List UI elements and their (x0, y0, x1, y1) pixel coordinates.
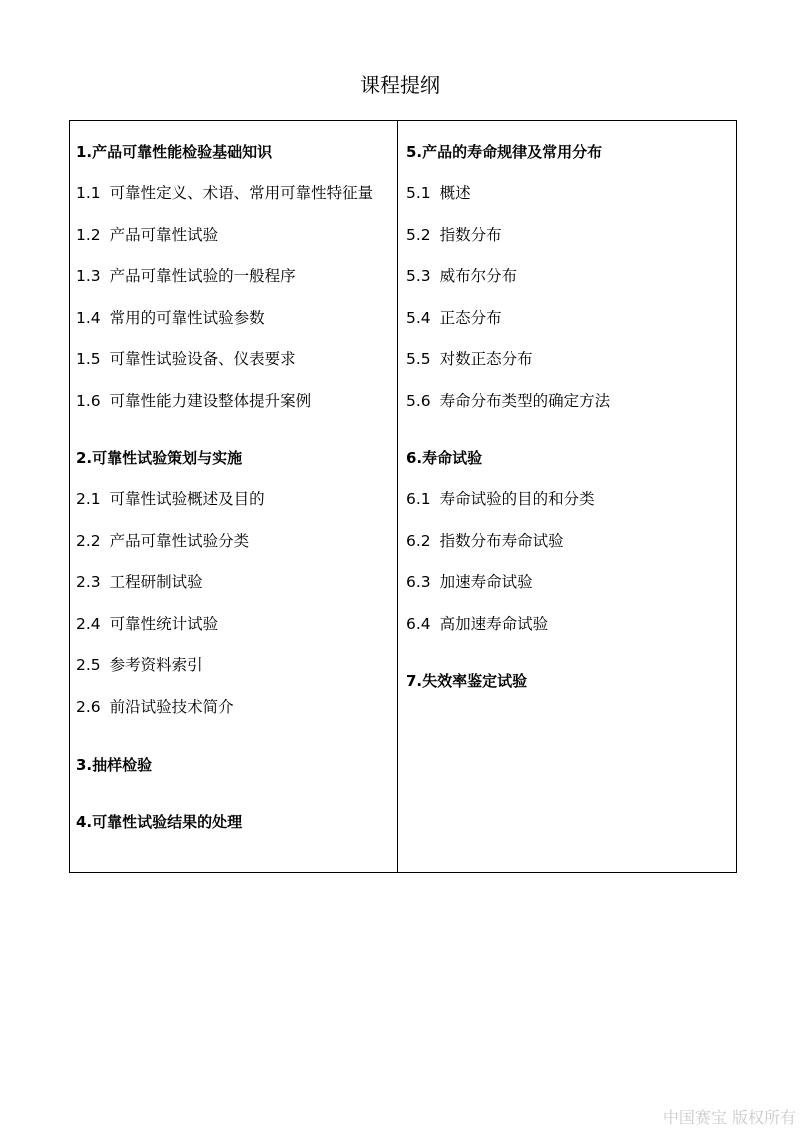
outline-item (406, 572, 533, 592)
item-text: 指数分布寿命试验 (439, 532, 564, 550)
item-text: 参考资料索引 (109, 656, 203, 674)
item-number: 1.2 (76, 226, 101, 244)
outline-item (76, 614, 218, 634)
item-text: 可靠性试验概述及目的 (109, 490, 265, 508)
item-text: 工程研制试验 (109, 573, 203, 591)
item-number: 6.2 (406, 532, 431, 550)
outline-item (406, 614, 548, 634)
section-heading-7: 7.失效率鉴定试验 (406, 672, 528, 690)
item-text: 威布尔分布 (439, 267, 518, 285)
item-number: 5.4 (406, 309, 431, 327)
item-text: 加速寿命试验 (439, 573, 533, 591)
item-number: 1.6 (76, 392, 101, 410)
outline-item (406, 391, 610, 411)
outline-item (406, 489, 595, 509)
outline-item (76, 489, 265, 509)
outline-item (76, 391, 311, 411)
item-text: 产品可靠性试验分类 (109, 532, 250, 550)
page-title: 课程提纲 (360, 73, 440, 97)
item-number: 5.5 (406, 350, 431, 368)
outline-item (406, 225, 502, 245)
item-number: 6.4 (406, 615, 431, 633)
section-heading-6: 6.寿命试验 (406, 449, 483, 467)
item-text: 常用的可靠性试验参数 (109, 309, 265, 327)
item-text: 前沿试验技术简介 (109, 698, 234, 716)
outline-item (406, 349, 533, 369)
outline-item (76, 655, 203, 675)
outline-item (406, 266, 517, 286)
item-number: 5.6 (406, 392, 431, 410)
item-number: 5.1 (406, 184, 431, 202)
outline-item (76, 531, 249, 551)
outline-item (76, 349, 296, 369)
outline-item (76, 697, 234, 717)
item-number: 1.4 (76, 309, 101, 327)
section-heading-4: 4.可靠性试验结果的处理 (76, 813, 243, 831)
item-number: 1.3 (76, 267, 101, 285)
item-number: 2.3 (76, 573, 101, 591)
item-number: 2.1 (76, 490, 101, 508)
outline-item (406, 531, 564, 551)
section-heading-5: 5.产品的寿命规律及常用分布 (406, 143, 603, 161)
item-number: 5.3 (406, 267, 431, 285)
item-text: 高加速寿命试验 (439, 615, 549, 633)
outline-item (406, 308, 502, 328)
item-number: 6.1 (406, 490, 431, 508)
outline-item (76, 572, 203, 592)
item-text: 寿命分布类型的确定方法 (439, 392, 611, 410)
item-text: 指数分布 (439, 226, 502, 244)
copyright-watermark: 中国赛宝 版权所有 (662, 1108, 796, 1127)
outline-item (76, 266, 296, 286)
item-text: 产品可靠性试验的一般程序 (109, 267, 296, 285)
item-text: 产品可靠性试验 (109, 226, 219, 244)
section-heading-3: 3.抽样检验 (76, 756, 153, 774)
item-text: 可靠性能力建设整体提升案例 (109, 392, 312, 410)
item-text: 概述 (439, 184, 471, 202)
item-number: 2.5 (76, 656, 101, 674)
item-number: 1.1 (76, 184, 101, 202)
outline-item (76, 308, 265, 328)
section-heading-2: 2.可靠性试验策划与实施 (76, 449, 243, 467)
item-text: 可靠性定义、术语、常用可靠性特征量 (109, 184, 374, 202)
item-text: 正态分布 (439, 309, 502, 327)
item-number: 5.2 (406, 226, 431, 244)
item-number: 2.2 (76, 532, 101, 550)
outline-item (406, 183, 471, 203)
item-number: 6.3 (406, 573, 431, 591)
section-heading-1: 1.产品可靠性能检验基础知识 (76, 143, 273, 161)
outline-item (76, 225, 218, 245)
item-number: 1.5 (76, 350, 101, 368)
column-divider (397, 120, 398, 873)
item-text: 可靠性统计试验 (109, 615, 219, 633)
item-text: 寿命试验的目的和分类 (439, 490, 595, 508)
item-number: 2.6 (76, 698, 101, 716)
item-number: 2.4 (76, 615, 101, 633)
item-text: 可靠性试验设备、仪表要求 (109, 350, 296, 368)
item-text: 对数正态分布 (439, 350, 533, 368)
outline-item (76, 183, 373, 203)
